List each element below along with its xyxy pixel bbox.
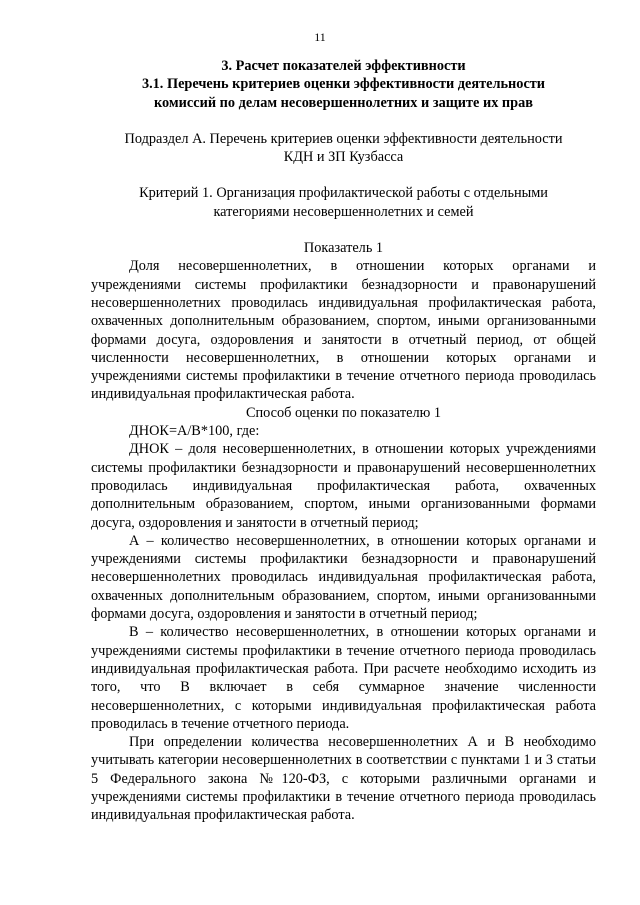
indicator-title: Показатель 1 bbox=[303, 240, 384, 257]
note-paragraph: При определении количества несовершеннолетних А и В необходимо учитывать категории несовершеннолетних в соответствии с пунктами 1 и 3 статьи 5 Федерального закона №120-ФЗ, с которыми различными органами и учреждениями системы профилактики в течение отчетного периода проводилась индивидуальная профилактическая работа. bbox=[91, 734, 596, 824]
criterion-title bbox=[91, 184, 596, 221]
dnok-definition: ДНОК – доля несовершеннолетних, в отношении которых учреждениями системы профилактики безнадзорности и правонарушений несовершеннолетних проводилась индивидуальная профилактическая работа, охваченных дополнительным образованием, спортом, иными организованными формами досуга, оздоровления и занятости в отчетный период; bbox=[91, 441, 596, 531]
subsection-heading-line1: 3.1. Перечень критериев оценки эффективности деятельности bbox=[141, 76, 546, 93]
indicator-description: Доля несовершеннолетних, в отношении которых органами и учреждениями системы профилактики безнадзорности и правонарушений несовершеннолетних проводилась индивидуальная профилактическая работа, охваченных дополнительным образованием, спортом, иными организованными формами досуга, оздоровления и занятости в отчетный период, от общей численности несовершеннолетних, в отношении которых органами и учреждениями системы профилактики в течение отчетного периода проводилась индивидуальная профилактическая работа. bbox=[91, 258, 596, 403]
section-heading: 3. Расчет показателей эффективности bbox=[221, 58, 466, 74]
a-definition: А – количество несовершеннолетних, в отношении которых органами и учреждениями системы профилактики безнадзорности и правонарушений несовершеннолетних проводилась индивидуальная профилактическая работа, охваченных дополнительным образованием, спортом, иными организованными формами досуга, оздоровления и занятости в отчетный период; bbox=[91, 532, 596, 623]
subsection-title bbox=[91, 130, 596, 167]
subsection-heading-line2: комиссий по делам несовершеннолетних и защите их прав bbox=[154, 94, 533, 111]
criterion-title-line2: категориями несовершеннолетних и семей bbox=[213, 203, 474, 220]
b-definition: В – количество несовершеннолетних, в отношении которых органами и учреждениями системы профилактики в течение отчетного периода проводилась индивидуальная профилактическая работа. При расчете необходимо исходить из того, что В включает в себя суммарное значение численности несовершеннолетних, с которыми индивидуальная профилактическая работа проводилась в течение отчетного периода. bbox=[91, 624, 596, 732]
formula: ДНОК=А/В*100, где: bbox=[129, 423, 260, 440]
subsection-title-line2: КДН и ЗП Кузбасса bbox=[283, 149, 404, 166]
page-number: 11 bbox=[314, 30, 326, 44]
method-title: Способ оценки по показателю 1 bbox=[245, 404, 441, 421]
criterion-title-line1: Критерий 1. Организация профилактической работы с отдельными bbox=[139, 185, 548, 202]
subsection-title-line1: Подраздел А. Перечень критериев оценки эффективности деятельности bbox=[124, 130, 563, 147]
page-content bbox=[91, 57, 596, 825]
